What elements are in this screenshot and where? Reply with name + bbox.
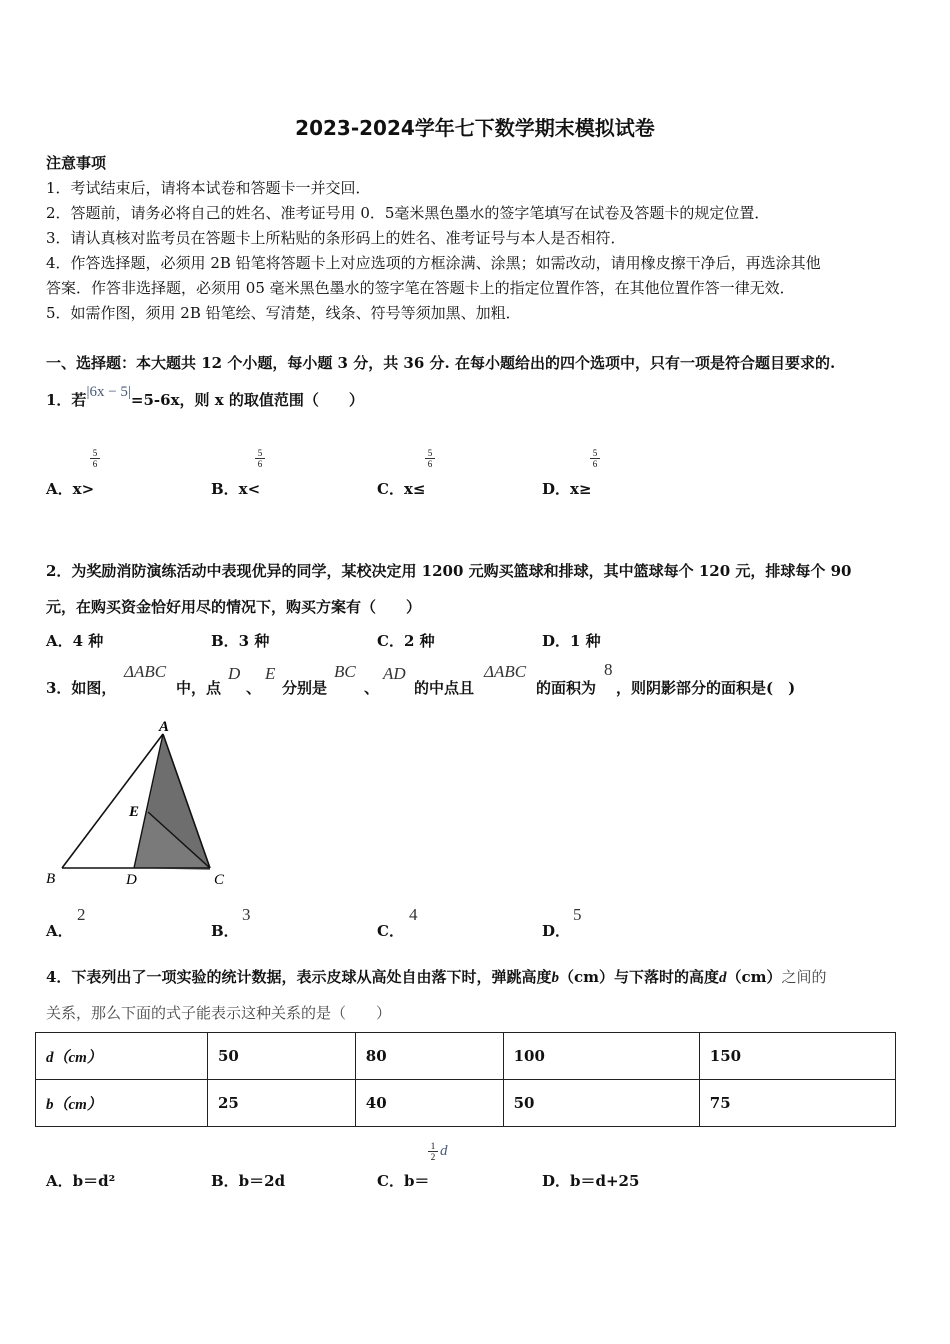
table-cell: 80 [355,1033,503,1080]
q4-option-b: B．b＝2d [211,1172,286,1190]
q4-text: （cm） [726,968,782,986]
q2-option-b: B．3 种 [211,632,270,650]
table-cell: 50 [208,1033,356,1080]
question-1-stem [46,384,364,410]
q1-fraction: $\frac{5}{6}$ [590,448,600,469]
q4-var-b: b [551,970,559,986]
triangle-figure [40,718,240,898]
q4-text: 之间的 [781,968,827,986]
label-e: E [129,804,140,820]
q1-option-a: A．x> [46,480,95,498]
q1-option-d: D．x≥ [542,480,592,498]
table-row [36,1033,896,1080]
q3-point-d: D [228,664,241,683]
data-table [35,1032,896,1127]
q2-option-a: A．4 种 [46,632,104,650]
q3-segment-ad: AD [383,664,406,683]
q1-prefix: 1．若 [46,391,87,409]
q3-segment-bc: BC [334,662,356,681]
q4-option-a: A．b＝d² [46,1172,116,1190]
table-row [36,1080,896,1127]
question-4-line2: 关系，那么下面的式子能表示这种关系的是（ ） [46,1004,392,1022]
q3-prefix: 3．如图， [46,679,117,697]
q1-abs-expr: |6x − 5| [86,384,131,400]
q4-option-c: C．b＝ [377,1172,430,1190]
label-c: C [214,872,225,888]
table-cell: 75 [699,1080,895,1127]
question-2-line2: 元，在购买资金恰好用尽的情况下，购买方案有（ ） [46,598,422,616]
q3-option-b-label: B． [211,922,239,940]
q3-option-c-value: 4 [409,905,418,924]
q3-option-b-value: 3 [242,905,251,924]
notice-item: 5．如需作图，须用 2B 铅笔绘、写清楚，线条、符号等须加黑、加粗． [46,304,521,322]
q3-option-d-value: 5 [573,905,582,924]
q4-option-d: D．b＝d+25 [542,1172,640,1190]
notice-item: 2．答题前，请务必将自己的姓名、准考证号用 0．5毫米黑色墨水的签字笔填写在试卷及答题卡的规定位置． [46,204,770,222]
q1-option-b: B．x< [211,480,261,498]
page-title: 2023-2024学年七下数学期末模拟试卷 [295,116,655,140]
table-cell: 40 [355,1080,503,1127]
q4-option-c-var: d [440,1143,448,1159]
q1-option-c: C．x≤ [377,480,426,498]
question-2-line1: 2．为奖励消防演练活动中表现优异的同学，某校决定用 1200 元购买篮球和排球，其中篮球每个 120 元，排球每个 90 [46,562,852,580]
q2-option-d: D．1 种 [542,632,601,650]
q3-text: 分别是 [282,679,328,697]
notice-heading: 注意事项 [46,154,107,172]
q3-area-value: 8 [604,660,613,679]
q3-sep: 、 [364,679,380,697]
table-cell: 100 [503,1033,699,1080]
notice-item: 3．请认真核对监考员在答题卡上所粘贴的条形码上的姓名、准考证号与本人是否相符． [46,229,626,247]
table-cell: 150 [699,1033,895,1080]
q3-text: ，则阴影部分的面积是( ) [616,679,796,697]
q1-fraction: $\frac{5}{6}$ [425,448,435,469]
q4-var-d: d [718,970,727,986]
q3-point-e: E [265,664,276,683]
question-4-line1 [46,966,827,987]
q3-sep: 、 [246,679,262,697]
q1-fraction: $\frac{5}{6}$ [90,448,100,469]
q4-option-c-fraction: $\frac{1}{2}$ [428,1141,438,1162]
label-b: B [46,871,56,887]
table-header-cell: d（cm） [36,1033,208,1080]
label-d: D [126,872,137,888]
q1-suffix: =5-6x，则 x 的取值范围（ ） [130,391,364,409]
q1-fraction: $\frac{5}{6}$ [255,448,265,469]
section-heading: 一、选择题：本大题共 12 个小题，每小题 3 分，共 36 分. 在每小题给出的四个选项中，只有一项是符合题目要求的. [46,354,836,372]
q4-text: （cm）与下落时的高度 [558,968,719,986]
q3-text: 的中点且 [414,679,475,697]
table-header-cell: b（cm） [36,1080,208,1127]
notice-item: 1．考试结束后，请将本试卷和答题卡一并交回． [46,179,371,197]
notice-item: 答案．作答非选择题，必须用 05 毫米黑色墨水的签字笔在答题卡上的指定位置作答，在其他位置作答一律无效． [46,279,795,297]
q3-option-a-label: A． [46,922,73,940]
q4-text: 4．下表列出了一项实验的统计数据，表示皮球从高处自由落下时，弹跳高度 [46,968,552,986]
q3-text: 中，点 [176,679,222,697]
q3-option-d-label: D． [542,922,571,940]
q3-option-c-label: C． [377,922,404,940]
q3-text: 的面积为 [536,679,597,697]
label-a: A [159,719,170,735]
q3-triangle-label: ΔABC [124,662,167,681]
table-cell: 25 [208,1080,356,1127]
notice-item: 4．作答选择题，必须用 2B 铅笔将答题卡上对应选项的方框涂满、涂黑；如需改动，请用橡皮擦干净后，再选涂其他 [46,254,821,272]
q3-option-a-value: 2 [77,905,86,924]
q3-triangle-label: ΔABC [484,662,527,681]
q2-option-c: C．2 种 [377,632,435,650]
table-cell: 50 [503,1080,699,1127]
